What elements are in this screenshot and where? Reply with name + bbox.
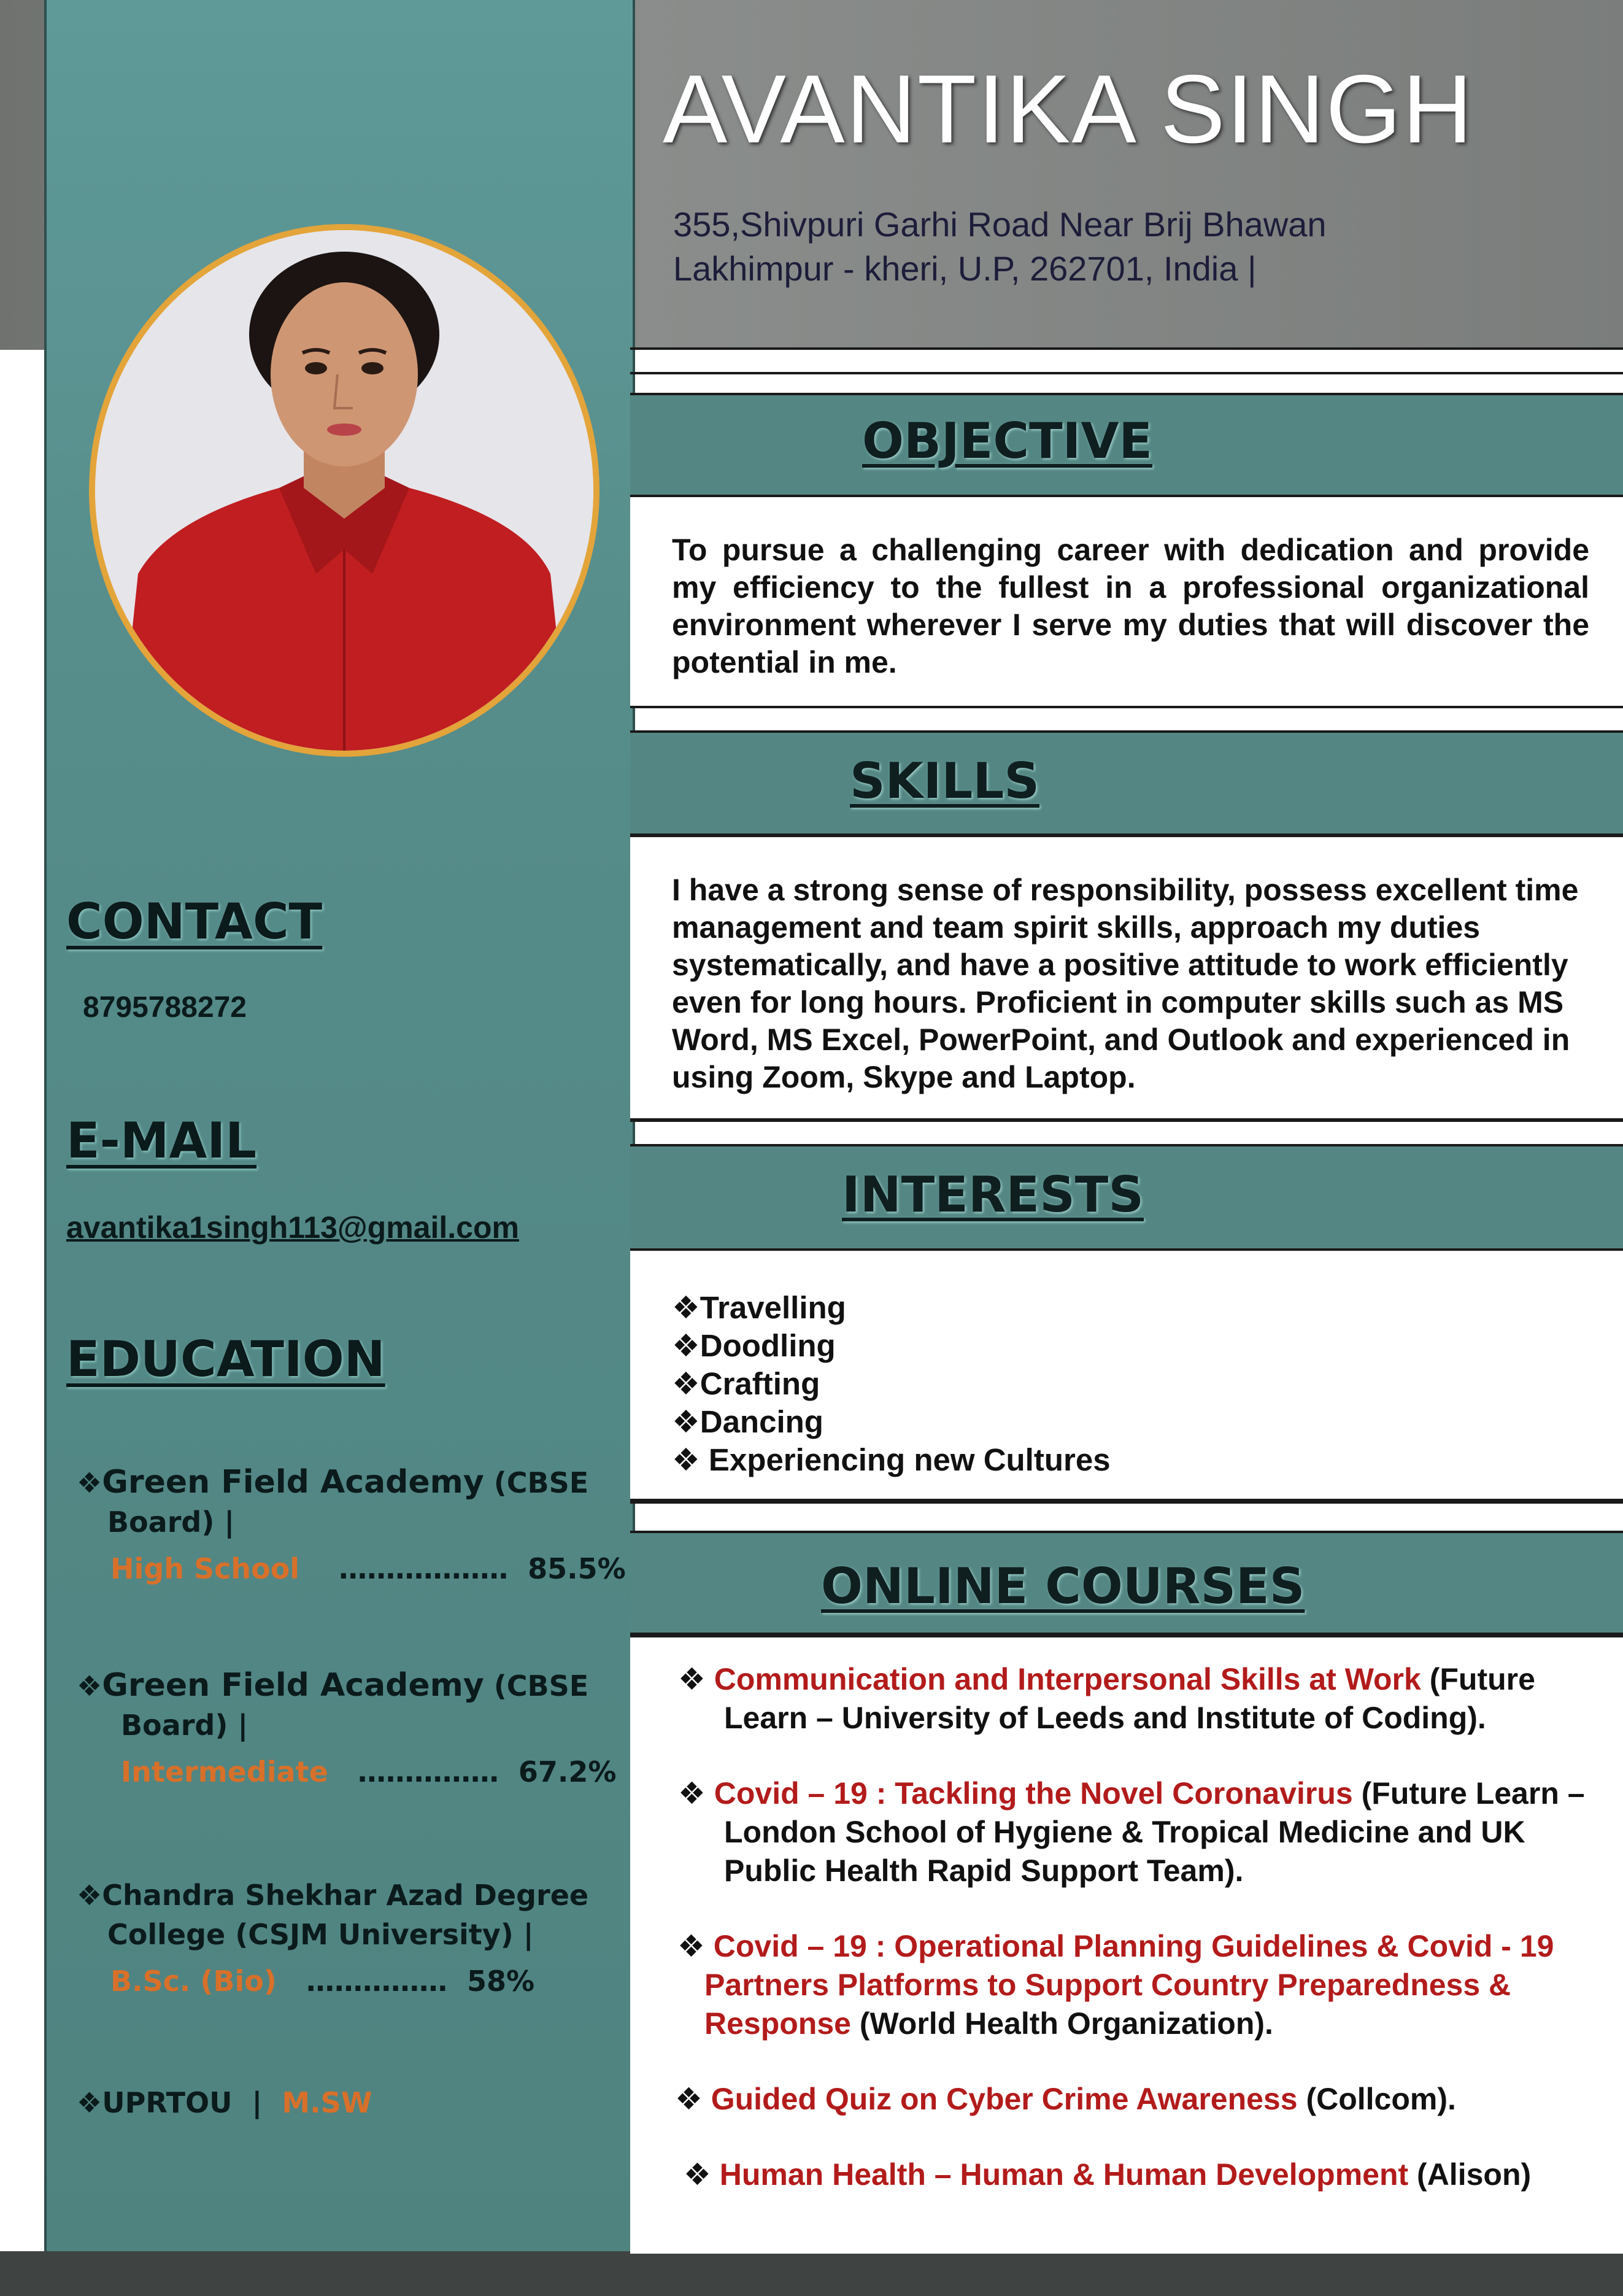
avatar xyxy=(95,230,593,751)
email-title: E-MAIL xyxy=(66,1112,257,1169)
courses-list xyxy=(675,1660,1608,2194)
list-item: ❖ Experiencing new Cultures xyxy=(672,1442,1111,1478)
address-line-1: 355,Shivpuri Garhi Road Near Brij Bhawan xyxy=(673,205,1327,244)
skills-text: I have a strong sense of responsibility, possess excellent time management and team spirit skills, approach my duties systematically, and have a positive attitude to work efficiently even for long hours. Proficient in computer skills such as MS Word, MS Excel, PowerPoint, and Outlook and experienced in using Zoom, Skype and Laptop. xyxy=(672,873,1579,1094)
interests-list xyxy=(672,1289,1111,1479)
list-item: ❖Doodling xyxy=(672,1328,836,1364)
interests-title: INTERESTS xyxy=(842,1166,1144,1223)
objective-title: OBJECTIVE xyxy=(862,412,1153,470)
list-item: ❖ Guided Quiz on Cyber Crime Awareness (Collcom). xyxy=(675,2081,1456,2117)
skills-header-band xyxy=(630,733,1623,836)
footer-band xyxy=(0,2251,1623,2296)
divider xyxy=(630,1501,1623,1504)
divider xyxy=(630,1118,1623,1121)
education-item: ❖Green Field Academy (CBSE Board) | High School ……………… 85.5% xyxy=(77,1464,626,1585)
education-item: ❖Chandra Shekhar Azad Degree College (CSJM University) | B.Sc. (Bio) …………… 58% xyxy=(77,1879,589,1998)
address xyxy=(673,203,1327,291)
list-item: ❖ Covid – 19 : Operational Planning Guidelines & Covid - 19 Partners Platforms to Support Country Preparedness & Response (World Health Organization). xyxy=(677,1928,1554,2041)
divider xyxy=(630,347,1623,350)
education-item: ❖Green Field Academy (CBSE Board) | Intermediate …………… 67.2% xyxy=(77,1667,617,1788)
education-item: ❖UPRTOU | M.SW xyxy=(77,2086,372,2119)
divider xyxy=(630,372,1623,374)
education-title: EDUCATION xyxy=(66,1331,385,1388)
list-item: ❖Dancing xyxy=(672,1404,823,1440)
phone-number: 8795788272 xyxy=(83,991,247,1024)
list-item: ❖Travelling xyxy=(672,1290,846,1326)
courses-title: ONLINE COURSES xyxy=(821,1558,1305,1615)
list-item: ❖ Covid – 19 : Tackling the Novel Coronavirus (Future Learn – London School of Hygiene & Tropical Medicine and UK Public Health Rapid Support Team). xyxy=(678,1776,1585,1888)
list-item: ❖Crafting xyxy=(672,1366,820,1402)
list-item: ❖ Human Health – Human & Human Development (Alison) xyxy=(684,2157,1532,2192)
divider xyxy=(630,706,1623,708)
address-line-2: Lakhimpur - kheri, U.P, 262701, India | xyxy=(673,249,1257,288)
objective-text: To pursue a challenging career with dedication and provide my efficiency to the fullest in a professional organizational environment wherever I serve my duties that will discover the potential in me. xyxy=(672,533,1589,679)
email-link[interactable]: avantika1singh113@gmail.com xyxy=(66,1210,519,1245)
skills-title: SKILLS xyxy=(850,752,1039,810)
list-item: ❖ Communication and Interpersonal Skills at Work (Future Learn – University of Leeds and Institute of Coding). xyxy=(678,1661,1535,1735)
candidate-name: AVANTIKA SINGH xyxy=(663,55,1474,163)
contact-title: CONTACT xyxy=(66,893,323,950)
